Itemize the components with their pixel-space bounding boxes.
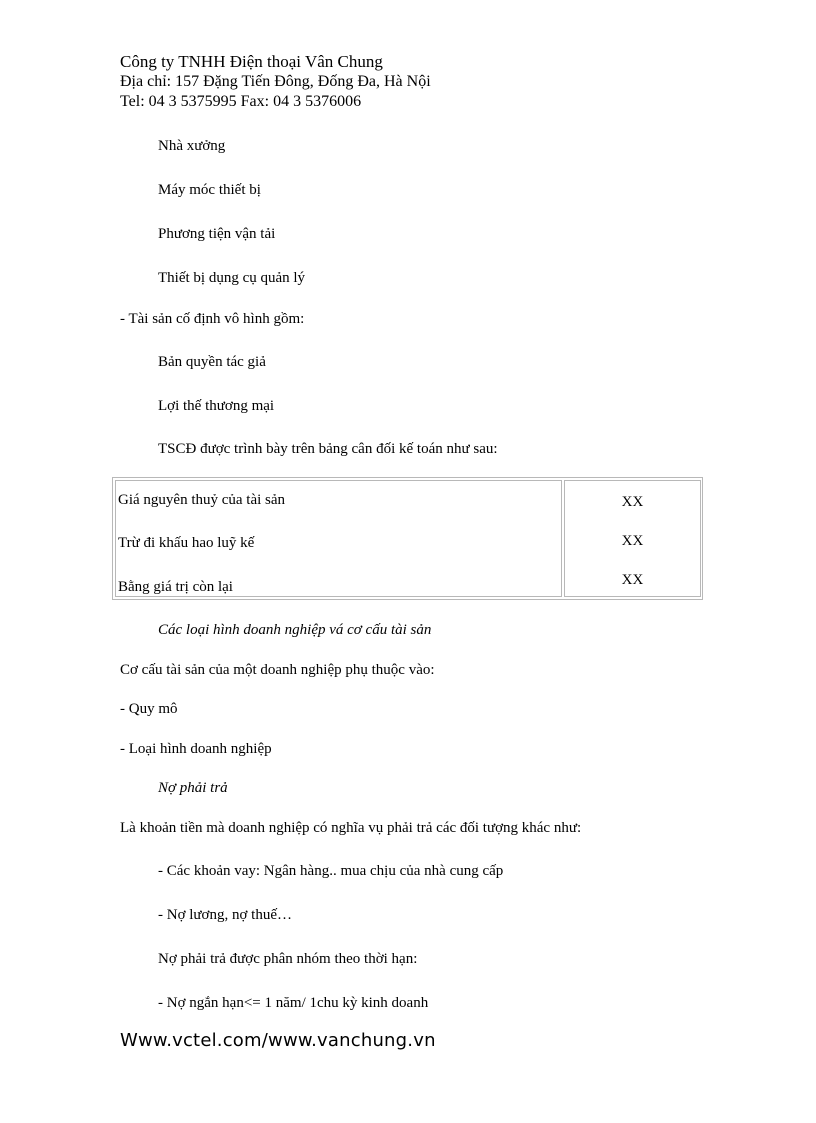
liabilities-item: - Các khoản vay: Ngân hàng.. mua chịu của nhà cung cấp (158, 863, 504, 879)
footer-website: Www.vctel.com/www.vanchung.vn (120, 1030, 436, 1051)
section-heading-business-types: Các loại hình doanh nghiệp vá cơ cấu tài sản (158, 622, 432, 638)
fixed-asset-table (112, 477, 703, 600)
fixed-asset-item: Nhà xưởng (158, 138, 226, 154)
short-term-liabilities: - Nợ ngắn hạn<= 1 năm/ 1chu kỳ kinh doanh (158, 995, 429, 1011)
table-row-value: XX (621, 572, 644, 588)
table-label-column (115, 480, 562, 597)
table-row-value: XX (621, 494, 644, 510)
structure-factor: - Quy mô (120, 701, 178, 717)
liabilities-grouping: Nợ phải trả được phân nhóm theo thời hạn: (158, 951, 418, 967)
table-row-value: XX (621, 533, 644, 549)
intangible-asset-item: Bản quyền tác giả (158, 354, 266, 370)
company-name: Công ty TNHH Điện thoại Vân Chung (120, 52, 383, 71)
fixed-asset-item: Thiết bị dụng cụ quản lý (158, 270, 306, 286)
table-row-label: Trừ đi khấu hao luỹ kế (118, 535, 255, 551)
intangible-asset-item: Lợi thế thương mại (158, 398, 275, 414)
fixed-asset-item: Phương tiện vận tải (158, 226, 276, 242)
table-value-column (564, 480, 701, 597)
table-intro: TSCĐ được trình bày trên bảng cân đối kế toán như sau: (158, 441, 498, 457)
liabilities-intro: Là khoản tiền mà doanh nghiệp có nghĩa vụ phải trả các đối tượng khác như: (120, 820, 582, 836)
letterhead (120, 52, 431, 112)
structure-factor: - Loại hình doanh nghiệp (120, 741, 272, 757)
intangible-assets-heading: - Tài sản cố định vô hình gồm: (120, 311, 305, 327)
table-row-label: Bằng giá trị còn lại (118, 579, 233, 595)
table-row-label: Giá nguyên thuỷ của tài sản (118, 492, 286, 508)
section-heading-liabilities: Nợ phải trả (158, 780, 228, 796)
fixed-asset-item: Máy móc thiết bị (158, 182, 261, 198)
liabilities-item: - Nợ lương, nợ thuế… (158, 907, 292, 923)
company-address: Địa chỉ: 157 Đặng Tiến Đông, Đống Đa, Hà Nội (120, 73, 431, 90)
company-contact: Tel: 04 3 5375995 Fax: 04 3 5376006 (120, 93, 362, 110)
structure-intro: Cơ cấu tài sản của một doanh nghiệp phụ thuộc vào: (120, 662, 435, 678)
